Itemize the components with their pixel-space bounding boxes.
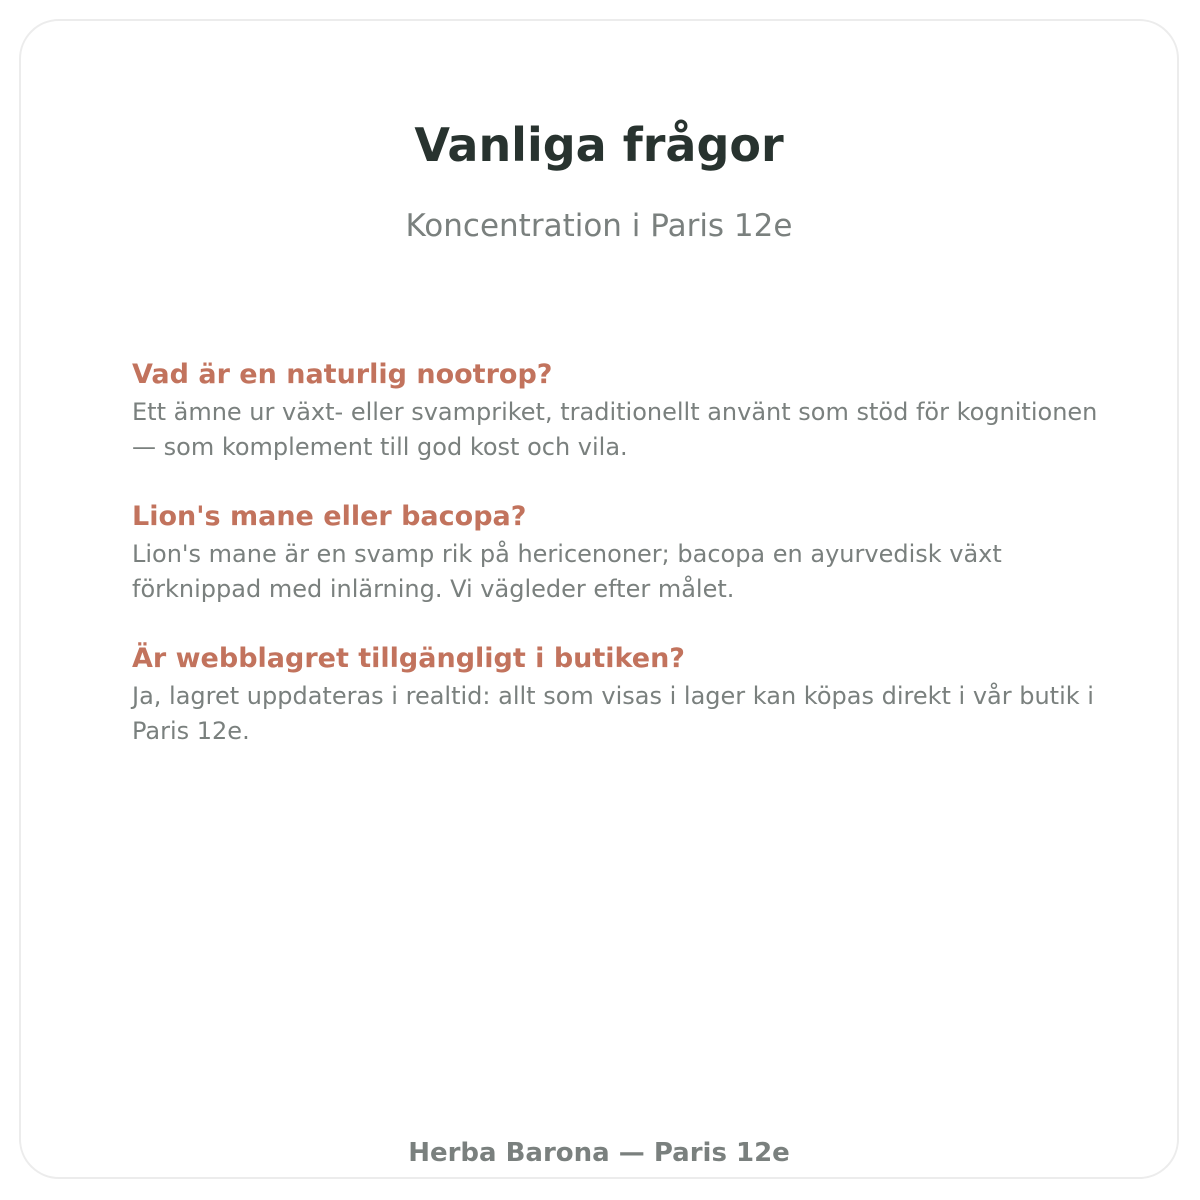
page-title: Vanliga frågor bbox=[414, 118, 784, 172]
faq-list bbox=[132, 355, 1122, 781]
faq-answer: Lion's mane är en svamp rik på hericenoner; bacopa en ayurvedisk växt förknippad med inlärning. Vi vägleder efter målet. bbox=[132, 540, 1002, 603]
faq-question: Vad är en naturlig nootrop? bbox=[132, 359, 553, 390]
faq-card bbox=[19, 19, 1179, 1179]
footer-brand: Herba Barona — Paris 12e bbox=[408, 1138, 790, 1168]
faq-item bbox=[132, 639, 1122, 749]
faq-item bbox=[132, 355, 1122, 465]
page-subtitle: Koncentration i Paris 12e bbox=[405, 208, 793, 244]
faq-question: Lion's mane eller bacopa? bbox=[132, 501, 527, 532]
faq-answer: Ett ämne ur växt- eller svampriket, traditionellt använt som stöd för kognitionen — som komplement till god kost och vila. bbox=[132, 398, 1098, 461]
faq-answer: Ja, lagret uppdateras i realtid: allt som visas i lager kan köpas direkt i vår butik i Paris 12e. bbox=[132, 682, 1094, 745]
faq-question: Är webblagret tillgängligt i butiken? bbox=[132, 643, 685, 674]
faq-item bbox=[132, 497, 1122, 607]
